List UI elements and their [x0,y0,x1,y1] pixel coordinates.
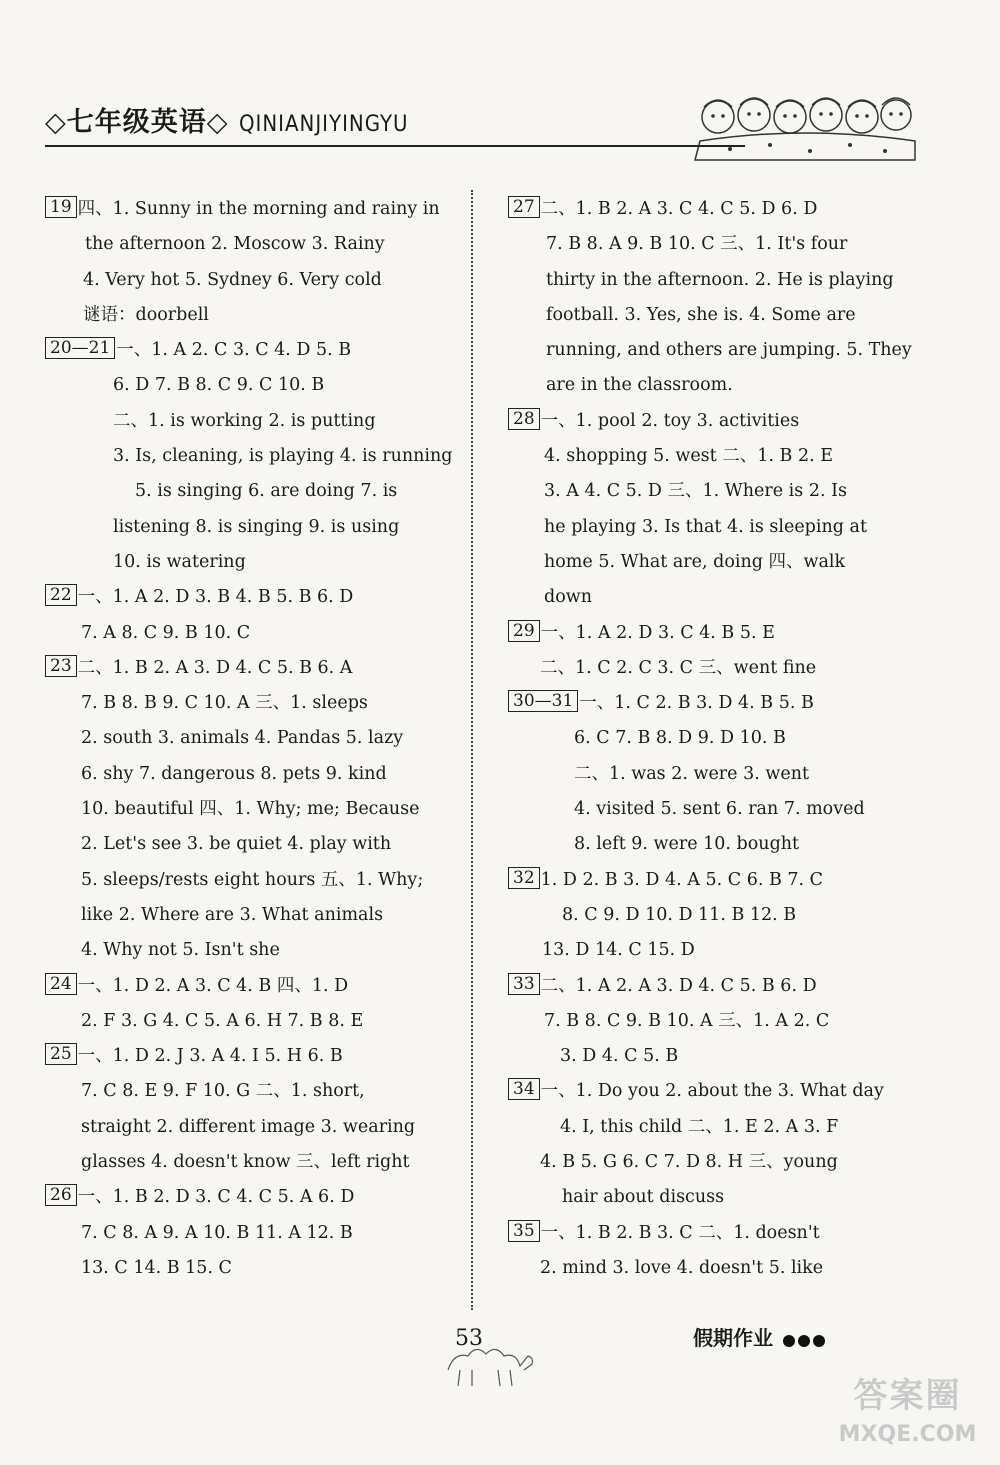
answer-line: 4. Very hot 5. Sydney 6. Very cold [83,269,382,290]
page-ref-box: 29 [508,620,540,642]
answer-entry [45,192,455,333]
page-ref-box: 34 [508,1078,540,1100]
answer-line: 二、1. B 2. A 3. D 4. C 5. B 6. A [77,657,353,678]
watermark-logo-text: 答案圈 [853,1376,962,1416]
answer-line: straight 2. different image 3. wearing [81,1116,416,1137]
footer-dots [780,1328,825,1352]
answer-line: 13. C 14. B 15. C [81,1257,232,1278]
answer-line: 一、1. pool 2. toy 3. activities [540,410,800,431]
answer-line: 7. A 8. C 9. B 10. C [81,622,251,643]
answer-line: 一、1. Do you 2. about the 3. What day [540,1081,884,1102]
page-ref-box: 35 [508,1220,540,1242]
page-ref-box: 25 [45,1043,77,1065]
answer-line: like 2. Where are 3. What animals [81,904,384,925]
answer-line: thirty in the afternoon. 2. He is playing [546,269,894,290]
answer-line: 一、1. C 2. B 3. D 4. B 5. B [579,693,814,714]
answer-line: 谜语：doorbell [83,304,209,325]
dot-icon [783,1335,795,1347]
answer-column-right [508,192,918,1286]
footer-label [693,1322,825,1352]
answer-line: hair about discuss [562,1187,725,1208]
answer-line: 4. visited 5. sent 6. ran 7. moved [574,799,865,820]
answer-line: 3. A 4. C 5. D 三、1. Where is 2. Is [544,481,847,502]
answer-line: 一、1. A 2. C 3. C 4. D 5. B [116,340,352,361]
page-ref-box: 22 [45,584,77,606]
header-title-cn: ◇七年级英语◇ [45,107,229,138]
page-ref-box: 20—21 [45,337,115,359]
answer-line: 7. C 8. E 9. F 10. G 二、1. short, [81,1081,365,1102]
answer-line: running, and others are jumping. 5. They [546,340,912,361]
answer-line: 一、1. D 2. A 3. C 4. B 四、1. D [77,975,349,996]
answer-line: 6. C 7. B 8. D 9. D 10. B [574,728,786,749]
dot-icon [813,1335,825,1347]
answer-line: he playing 3. Is that 4. is sleeping at [544,516,867,537]
answer-line: 4. Why not 5. Isn't she [81,940,280,961]
answer-line: 二、1. is working 2. is putting [113,410,376,431]
answer-line: 7. B 8. C 9. B 10. A 三、1. A 2. C [544,1010,830,1031]
answer-line: 二、1. A 2. A 3. D 4. C 5. B 6. D [540,975,817,996]
answer-line: 5. is singing 6. are doing 7. is [135,481,398,502]
answer-entry [508,863,918,969]
answer-line: 4. I, this child 二、1. E 2. A 3. F [560,1116,839,1137]
answer-line: glasses 4. doesn't know 三、left right [81,1152,410,1173]
answer-line: 4. shopping 5. west 二、1. B 2. E [544,446,833,467]
answer-entry [45,969,455,1040]
answer-column-left [45,192,455,1286]
page-ref-box: 32 [508,867,540,889]
answer-line: 3. Is, cleaning, is playing 4. is running [113,446,453,467]
answer-line: 一、1. A 2. D 3. C 4. B 5. E [540,622,775,643]
answer-entry [508,616,918,687]
answer-entry [45,651,455,969]
dot-icon [798,1335,810,1347]
answer-line: the afternoon 2. Moscow 3. Rainy [85,234,385,255]
answer-line: down [544,587,592,608]
answer-entry [45,333,455,580]
answer-line: 2. south 3. animals 4. Pandas 5. lazy [81,728,404,749]
answer-entry [508,686,918,862]
answer-line: 2. mind 3. love 4. doesn't 5. like [540,1257,824,1278]
answer-line: 4. B 5. G 6. C 7. D 8. H 三、young [540,1152,838,1173]
column-divider [471,190,473,1310]
answer-entry [45,1039,455,1180]
answer-line: 二、1. C 2. C 3. C 三、went fine [540,657,817,678]
answer-line: home 5. What are, doing 四、walk [544,551,846,572]
page-ref-box: 27 [508,196,540,218]
watermark-url: MXQE.COM [838,1422,977,1447]
answer-line: 6. D 7. B 8. C 9. C 10. B [113,375,325,396]
answer-line: 一、1. D 2. J 3. A 4. I 5. H 6. B [77,1046,343,1067]
cartoon-children-illustration [690,85,920,165]
answer-line: 13. D 14. C 15. D [542,940,695,961]
answer-line: 7. C 8. A 9. A 10. B 11. A 12. B [81,1222,353,1243]
answer-entry [508,1216,918,1287]
answer-line: 二、1. was 2. were 3. went [574,763,809,784]
answer-entry [508,1074,918,1215]
answer-line: 2. Let's see 3. be quiet 4. play with [81,834,392,855]
answer-line: 二、1. B 2. A 3. C 4. C 5. D 6. D [540,199,818,219]
answer-line: listening 8. is singing 9. is using [113,516,400,537]
answer-entry [508,404,918,616]
answer-line: 一、1. A 2. D 3. B 4. B 5. B 6. D [77,587,354,608]
page-ref-box: 33 [508,973,540,995]
answer-entry [508,969,918,1075]
header-title-pinyin: QINIANJIYINGYU [238,112,409,137]
page-header-title [45,100,409,139]
answer-line: 5. sleeps/rests eight hours 五、1. Why; [81,869,424,890]
footer-label-text: 假期作业 [693,1326,773,1350]
answer-line: 7. B 8. A 9. B 10. C 三、1. It's four [546,234,848,255]
header-rule [45,145,745,147]
answer-entry [508,192,918,404]
answer-line: 一、1. B 2. B 3. C 二、1. doesn't [540,1222,820,1243]
answer-line: are in the classroom. [546,375,733,396]
answer-line: 一、1. B 2. D 3. C 4. C 5. A 6. D [77,1187,355,1208]
answer-line: 10. beautiful 四、1. Why; me; Because [81,799,420,820]
page-number: 53 [455,1326,483,1351]
answer-line: 10. is watering [113,551,246,572]
answer-line: 8. C 9. D 10. D 11. B 12. B [562,904,797,925]
answer-line: 7. B 8. B 9. C 10. A 三、1. sleeps [81,693,368,714]
page-ref-box: 24 [45,973,77,995]
page-ref-box: 28 [508,408,540,430]
answer-line: 2. F 3. G 4. C 5. A 6. H 7. B 8. E [81,1010,364,1031]
answer-line: 3. D 4. C 5. B [560,1046,679,1067]
answer-line: 6. shy 7. dangerous 8. pets 9. kind [81,763,387,784]
answer-line: 1. D 2. B 3. D 4. A 5. C 6. B 7. C [540,869,824,890]
answer-line: football. 3. Yes, she is. 4. Some are [546,304,856,325]
page-ref-box: 26 [45,1184,77,1206]
watermark [825,1370,990,1460]
answer-entry [45,1180,455,1286]
page-ref-box: 23 [45,655,77,677]
answer-line: 8. left 9. were 10. bought [574,834,800,855]
answer-line: 四、1. Sunny in the morning and rainy in [77,199,440,219]
page-ref-box: 30—31 [508,690,578,712]
answer-entry [45,580,455,651]
page-ref-box: 19 [45,196,77,218]
